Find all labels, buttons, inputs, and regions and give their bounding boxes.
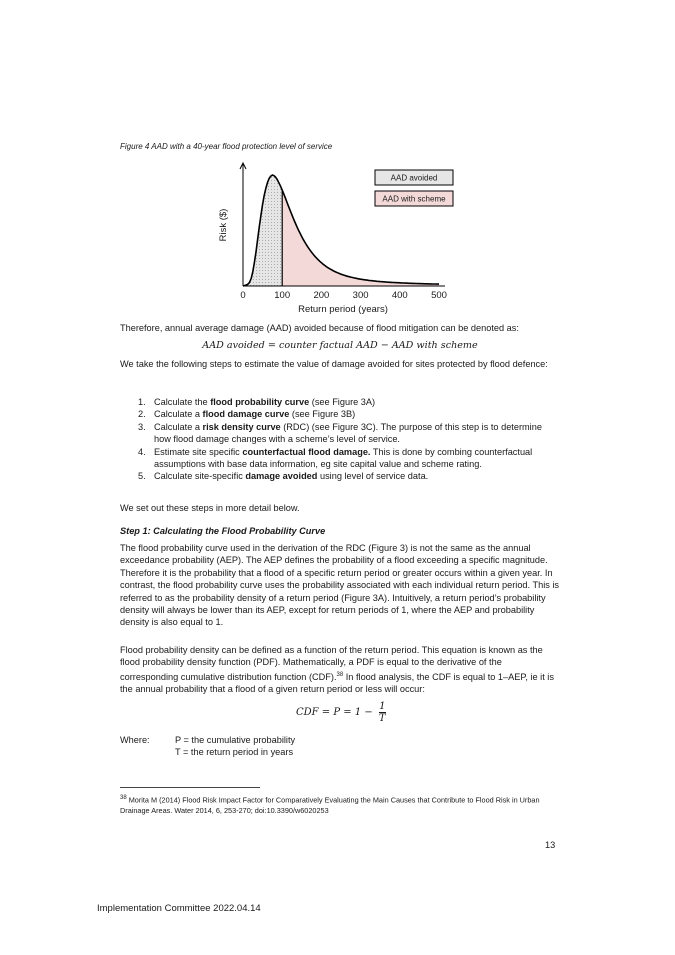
step-item <box>120 421 560 446</box>
legend-label: AAD with scheme <box>382 194 446 204</box>
document-footer: Implementation Committee 2022.04.14 <box>97 903 261 914</box>
x-tick-label: 0 <box>240 290 246 301</box>
step-item <box>120 408 560 420</box>
step-text-pre: Calculate a <box>154 409 203 420</box>
paragraph-pdf-part1: Flood probability density can be defined as a function of the return period. This equation is known as the flood probability density function (PDF). Mathematically, a PDF is equal to the derivative of the corresponding cumulative distribution function (CDF). <box>120 645 543 682</box>
where-label: Where: <box>120 735 150 745</box>
cdf-equation <box>296 701 386 724</box>
step1-heading: Step 1: Calculating the Flood Probability Curve <box>120 526 326 536</box>
area-aad-avoided <box>243 175 282 286</box>
step-number: 4. <box>138 446 146 457</box>
footnote <box>120 793 565 817</box>
step-text-pre: Estimate site specific <box>154 446 243 457</box>
definition-t: T = the return period in years <box>175 747 294 758</box>
intro-text: Therefore, annual average damage (AAD) avoided because of flood mitigation can be denoted as: <box>120 323 519 333</box>
step-text-post: (see Figure 3A) <box>309 397 376 407</box>
step-text-bold: flood damage curve <box>202 409 290 420</box>
x-tick-label: 100 <box>274 290 291 301</box>
step-text-bold: flood probability curve <box>210 397 310 407</box>
step-text-post: This is done by combing counterfactual assumptions with base data information, eg site capital value and scheme rating. <box>154 446 533 470</box>
page-number: 13 <box>545 840 556 850</box>
paragraph-aep: The flood probability curve used in the derivation of the RDC (Figure 3) is not the same as the annual exceedance probability (AEP). The AEP defines the probability of a flood exceeding a specific magnitude. Therefore it is the probability that a flood of a specific return period or greater occurs within a given year. In contrast, the flood probability curve uses the probability associated with each individual return period. This is referred to as the probability density of a return period (Figure 3A). Intuitively, a return period’s probability density will always be lower than its AEP, except for return periods of 1, where the AEP and probability density is also equal to 1. <box>120 543 560 628</box>
x-tick-label: 200 <box>313 290 330 301</box>
step-number: 1. <box>138 397 146 407</box>
x-tick-label: 400 <box>391 290 408 301</box>
cdf-denominator: T <box>378 713 386 724</box>
step-text-post: using level of service data. <box>317 471 429 482</box>
step-number: 2. <box>138 409 146 420</box>
figure-caption: Figure 4 AAD with a 40-year flood protection level of service <box>120 142 333 151</box>
paragraph-pdf-part2: In flood analysis, the CDF is equal to 1–AEP, ie it is the annual probability that a flood of a given return period or less will occur: <box>120 671 554 695</box>
footnote-reference[interactable]: 38 <box>336 671 344 678</box>
footnote-separator <box>120 787 260 788</box>
x-axis-label: Return period (years) <box>298 304 388 315</box>
where-definitions <box>175 734 295 759</box>
step-text-pre: Calculate the <box>154 397 211 407</box>
x-tick-label: 300 <box>352 290 369 301</box>
cdf-fraction <box>379 701 386 724</box>
step-number: 5. <box>138 471 146 482</box>
where-block <box>120 734 296 758</box>
cdf-lhs: CDF = P = 1 − <box>296 707 373 718</box>
aad-equation: AAD avoided = counter factual AAD − AAD with scheme <box>202 340 478 351</box>
risk-density-chart <box>195 155 475 320</box>
step-text-bold: counterfactual flood damage. <box>242 446 371 457</box>
steps-intro: We take the following steps to estimate the value of damage avoided for sites protected by flood defence: <box>120 359 548 369</box>
footnote-text: Morita M (2014) Flood Risk Impact Factor for Comparatively Evaluating the Main Causes that Contribute to Flood Risk in Urban Drainage Areas. Water 2014, 6, 253-270; doi:10.3390/w6020253 <box>120 795 540 816</box>
definition-p: P = the cumulative probability <box>175 735 296 745</box>
steps-list <box>120 396 560 483</box>
step-item <box>120 446 560 471</box>
footnote-number: 38 <box>120 795 127 801</box>
paragraph-pdf <box>120 644 560 696</box>
step-text-post: (RDC) (see Figure 3C). The purpose of this step is to determine how flood damage changes with a scheme’s level of service. <box>154 421 542 445</box>
legend-label: AAD avoided <box>390 173 438 183</box>
step-number: 3. <box>138 421 146 432</box>
step-text-pre: Calculate a <box>154 421 203 432</box>
step-item <box>120 470 560 482</box>
step-text-pre: Calculate site-specific <box>154 471 246 482</box>
step-text-bold: damage avoided <box>245 471 318 482</box>
y-axis-label: Risk ($) <box>218 208 229 242</box>
step-text-post: (see Figure 3B) <box>289 409 356 420</box>
step-item <box>120 396 560 408</box>
steps-outro: We set out these steps in more detail below. <box>120 503 300 513</box>
x-tick-label: 500 <box>431 290 447 301</box>
cdf-numerator: 1 <box>379 701 386 712</box>
step-text-bold: risk density curve <box>202 421 281 432</box>
